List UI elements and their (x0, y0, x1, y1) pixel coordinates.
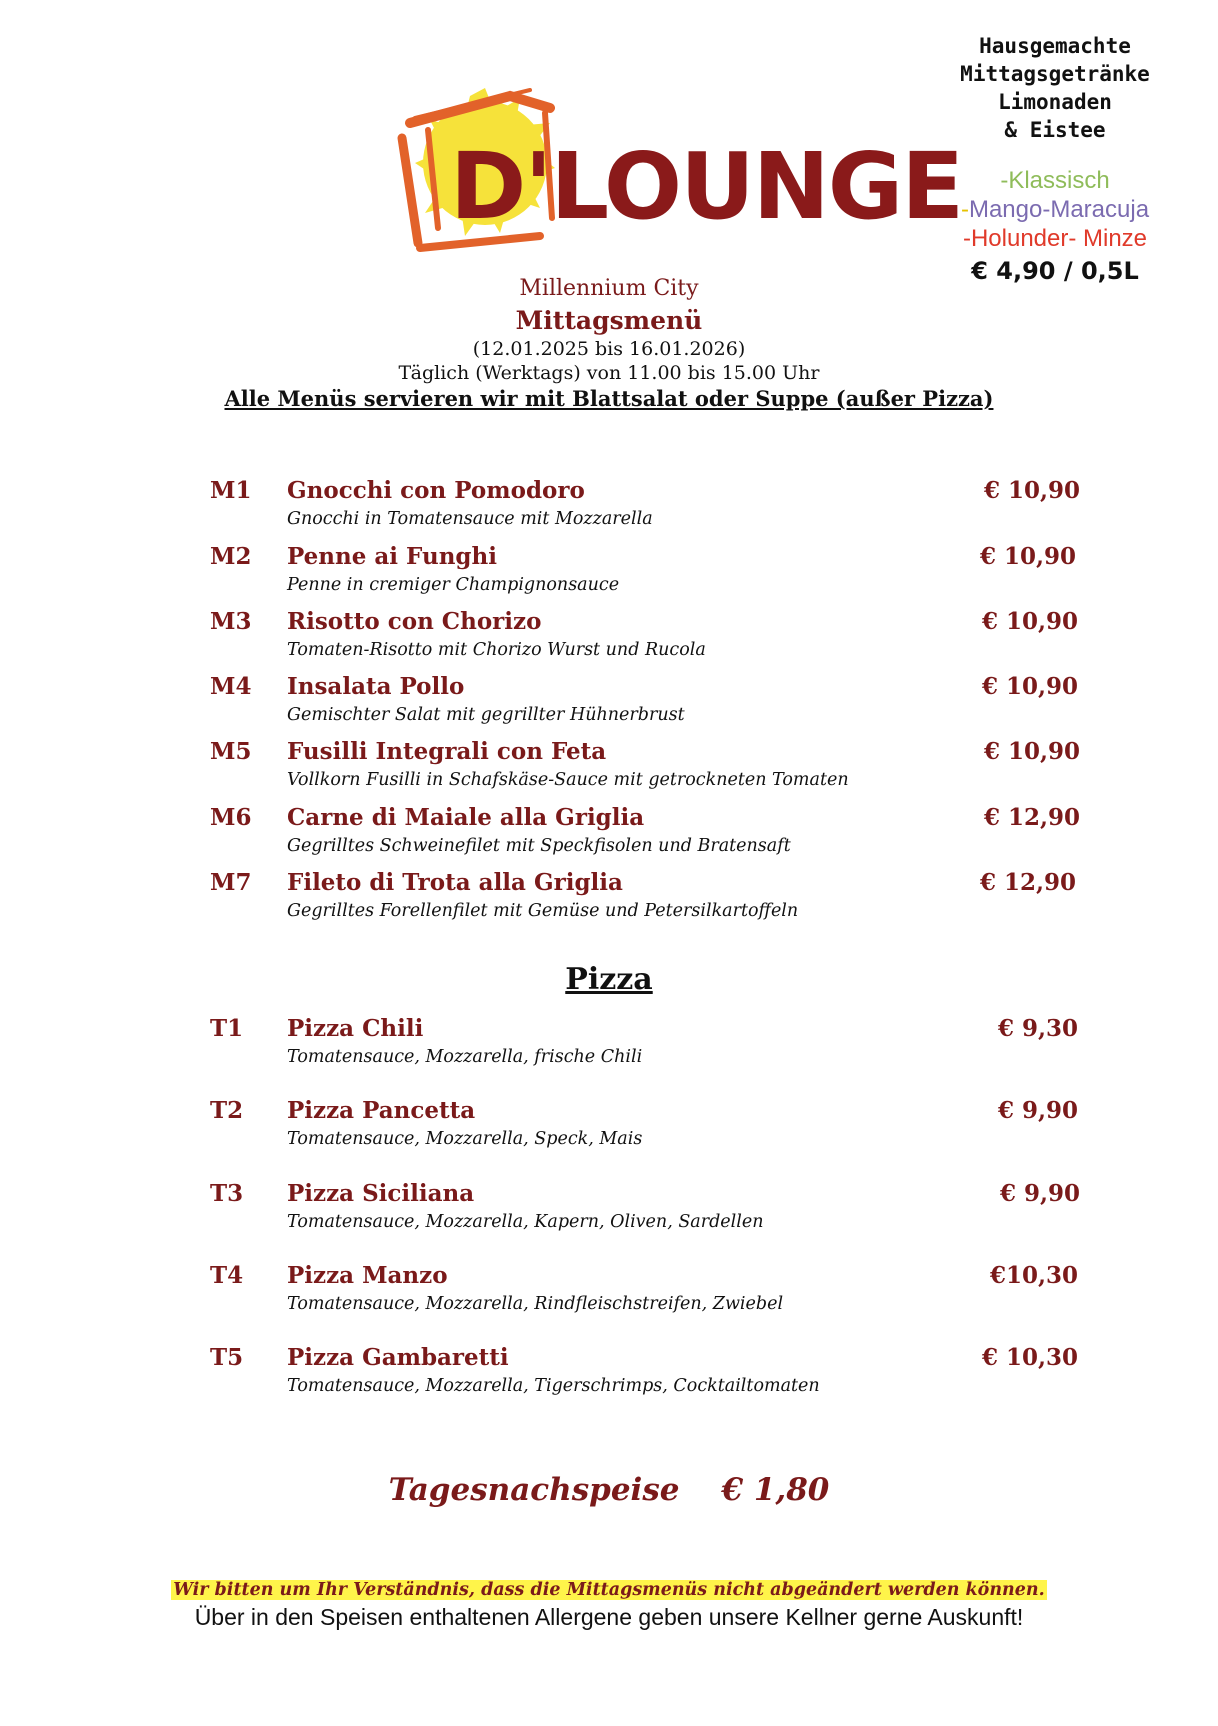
drinks-price: € 4,90 / 0,5L (971, 257, 1139, 285)
item-price: € 10,90 (981, 673, 1078, 700)
item-name: Pizza Pancetta (287, 1097, 476, 1124)
drinks-heading-line: Hausgemachte (979, 34, 1131, 58)
salad-soup-notice: Alle Menüs servieren wir mit Blattsalat oder Suppe (außer Pizza) (224, 386, 994, 411)
item-price: € 9,30 (997, 1015, 1078, 1042)
item-code: M7 (210, 869, 252, 896)
item-description: Vollkorn Fusilli in Schafskäse-Sauce mit getrockneten Tomaten (287, 770, 849, 790)
item-description: Gemischter Salat mit gegrillter Hühnerbrust (287, 705, 685, 725)
flavor-name: Holunder- Minze (970, 225, 1148, 252)
logo-wordmark: D'LOUNGE (450, 133, 963, 240)
item-description: Tomatensauce, Mozzarella, Rindfleischstreifen, Zwiebel (287, 1294, 784, 1314)
flavor-name: Klassisch (1008, 167, 1110, 194)
item-price: € 9,90 (997, 1097, 1078, 1124)
item-code: M5 (210, 738, 252, 765)
item-description: Tomatensauce, Mozzarella, frische Chili (287, 1047, 643, 1067)
item-name: Gnocchi con Pomodoro (287, 477, 585, 504)
item-name: Risotto con Chorizo (287, 608, 542, 635)
item-code: T5 (210, 1344, 244, 1371)
item-name: Fileto di Trota alla Griglia (287, 869, 623, 896)
item-price: € 10,90 (983, 738, 1080, 765)
no-changes-note (0, 1580, 1218, 1600)
highlighted-note: Wir bitten um Ihr Verständnis, dass die Mittagsmenüs nicht abgeändert werden können. (173, 1580, 1045, 1600)
item-name: Fusilli Integrali con Feta (287, 738, 607, 765)
item-price: € 10,90 (983, 477, 1080, 504)
item-code: M4 (210, 673, 252, 700)
item-name: Pizza Gambaretti (287, 1344, 509, 1371)
item-name: Pizza Chili (287, 1015, 424, 1042)
flavor-dash: - (962, 225, 971, 252)
item-price: € 12,90 (979, 869, 1076, 896)
item-code: T1 (210, 1015, 244, 1042)
pizza-heading: Pizza (565, 962, 653, 997)
dessert-price: € 1,80 (721, 1472, 830, 1508)
flavor-name: Mango-Maracuja (968, 196, 1150, 223)
item-description: Gegrilltes Schweinefilet mit Speckfisolen und Bratensaft (287, 836, 791, 856)
pizza-item (210, 1015, 1080, 1075)
dlounge-logo (390, 68, 963, 278)
item-description: Tomatensauce, Mozzarella, Kapern, Oliven, Sardellen (287, 1212, 764, 1232)
item-code: T4 (210, 1262, 244, 1289)
item-code: M3 (210, 608, 252, 635)
item-name: Pizza Manzo (287, 1262, 448, 1289)
item-price: €10,30 (989, 1262, 1078, 1289)
item-name: Carne di Maiale alla Griglia (287, 804, 645, 831)
dessert-line (0, 1472, 1218, 1508)
flavor-dash: - (960, 196, 969, 223)
item-description: Tomatensauce, Mozzarella, Tigerschrimps, Cocktailtomaten (287, 1376, 820, 1396)
menu-title: Mittagsmenü (515, 306, 703, 335)
item-price: € 10,30 (981, 1344, 1078, 1371)
menu-item (210, 869, 1080, 929)
item-description: Gegrilltes Forellenfilet mit Gemüse und Petersilkartoffeln (287, 901, 799, 921)
menu-item (210, 608, 1080, 668)
menu-item (210, 738, 1080, 798)
logo-graphic (390, 68, 963, 278)
item-price: € 10,90 (981, 608, 1078, 635)
menu-item (210, 804, 1080, 864)
item-description: Tomaten-Risotto mit Chorizo Wurst und Rucola (287, 640, 706, 660)
item-code: M1 (210, 477, 252, 504)
venue-name: Millennium City (519, 276, 699, 301)
date-range: (12.01.2025 bis 16.01.2026) (472, 338, 746, 360)
item-price: € 12,90 (983, 804, 1080, 831)
dessert-label: Tagesnachspeise (388, 1472, 680, 1508)
item-price: € 10,90 (979, 543, 1076, 570)
item-description: Tomatensauce, Mozzarella, Speck, Mais (287, 1129, 643, 1149)
menu-item (210, 673, 1080, 733)
pizza-item (210, 1097, 1080, 1157)
item-name: Pizza Siciliana (287, 1180, 475, 1207)
item-code: M2 (210, 543, 252, 570)
pizza-item (210, 1180, 1080, 1240)
menu-item (210, 543, 1080, 603)
opening-hours: Täglich (Werktags) von 11.00 bis 15.00 Uhr (398, 362, 820, 384)
menu-item (210, 477, 1080, 537)
item-price: € 9,90 (999, 1180, 1080, 1207)
item-code: M6 (210, 804, 252, 831)
item-code: T3 (210, 1180, 244, 1207)
drinks-heading-line: Limonaden (998, 90, 1112, 114)
drinks-heading-line: & Eistee (1004, 118, 1106, 142)
flavor-dash: - (1000, 167, 1009, 194)
drinks-heading-line: Mittagsgetränke (960, 62, 1150, 86)
item-description: Penne in cremiger Champignonsauce (287, 575, 620, 595)
item-description: Gnocchi in Tomatensauce mit Mozzarella (287, 509, 653, 529)
item-name: Insalata Pollo (287, 673, 465, 700)
pizza-item (210, 1344, 1080, 1404)
item-name: Penne ai Funghi (287, 543, 497, 570)
allergen-note: Über in den Speisen enthaltenen Allergene geben unsere Kellner gerne Auskunft! (194, 1604, 1024, 1630)
pizza-item (210, 1262, 1080, 1322)
item-code: T2 (210, 1097, 244, 1124)
